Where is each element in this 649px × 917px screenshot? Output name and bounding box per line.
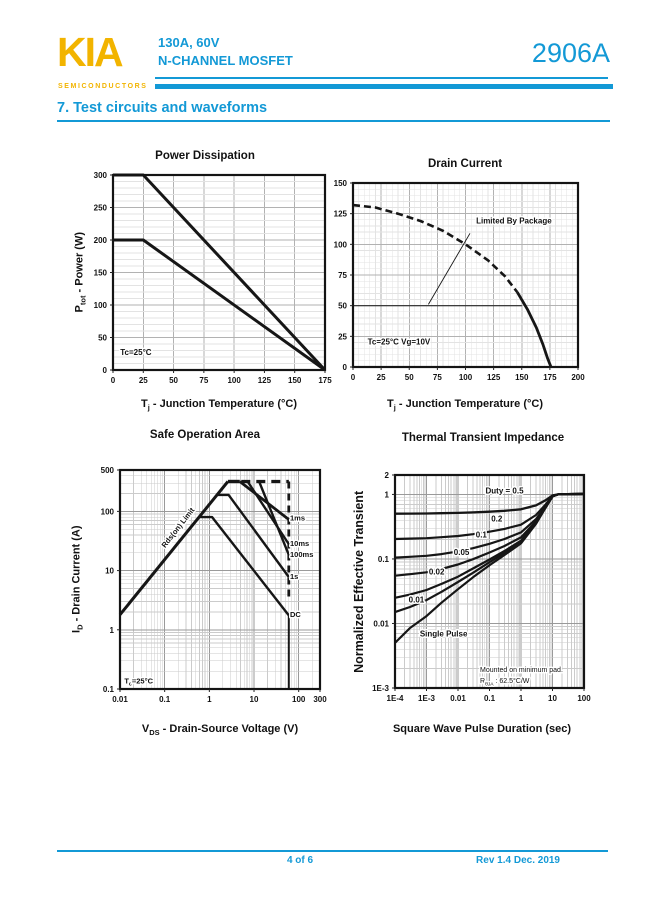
y-tick-label: 25: [338, 332, 347, 342]
x-tick-label: 1: [207, 695, 212, 704]
soa-plot: [80, 460, 348, 713]
y-tick-label: 1E-3: [372, 684, 389, 693]
y-tick-label: 150: [333, 179, 347, 188]
x-tick-label: 175: [543, 373, 557, 382]
thermal-impedance-y-axis-label: Normalized Effective Transient: [352, 490, 367, 673]
power-dissipation-x-axis-label: $T_j$ - Junction Temperature (°C): [140, 398, 298, 413]
x-tick-label: 100: [227, 376, 241, 385]
x-tick-label: 75: [199, 376, 209, 385]
device-type: N-CHANNEL MOSFET: [158, 53, 293, 68]
curve-label: 0.02: [428, 567, 445, 577]
curve-label: $T_c=25^\circ C$: [124, 676, 153, 688]
x-tick-label: 25: [138, 376, 148, 385]
curve-label: $R_{\theta JA}$ : 62.5°C/W: [480, 678, 530, 688]
drain-current-title: Drain Current: [427, 158, 503, 170]
x-tick-label: 1E-4: [386, 694, 404, 703]
curve-label: Rds(on) Limit: [159, 505, 197, 550]
curve-label: Tc=25°C: [120, 348, 152, 358]
curve-label: 1s: [290, 572, 299, 582]
curve-label: 0.2: [491, 514, 503, 524]
x-tick-label: 0.01: [112, 695, 128, 704]
curve-label: 1ms: [290, 513, 306, 523]
curve-label: DC: [290, 609, 301, 619]
footer-rule: [57, 850, 608, 852]
curve-label: 10ms: [290, 539, 310, 549]
page-number: 4 of 6: [286, 855, 314, 866]
kia-logo-subtitle: SEMICONDUCTORS: [58, 83, 148, 90]
device-rating: 130A, 60V: [158, 35, 220, 50]
thermal-impedance-x-axis-label: Square Wave Pulse Duration (sec): [392, 723, 572, 735]
power-dissipation-plot: [73, 165, 353, 394]
y-tick-label: 200: [93, 236, 107, 245]
curve-label: 0.1: [475, 530, 487, 540]
y-tick-label: 250: [93, 203, 107, 213]
curve-label: Tc=25°C Vg=10V: [367, 337, 431, 347]
x-tick-label: 0: [350, 373, 356, 382]
section-title: 7. Test circuits and waveforms: [57, 100, 610, 122]
x-tick-label: 50: [404, 373, 414, 382]
curve-label: Limited By Package: [476, 216, 552, 226]
x-tick-label: 1: [518, 694, 524, 703]
y-tick-label: 300: [93, 171, 107, 180]
kia-logo: KIA: [57, 29, 122, 75]
series-rdson-limit: [120, 482, 228, 615]
drain-current-plot: [313, 173, 606, 391]
x-tick-label: 125: [486, 373, 501, 382]
x-tick-label: 10: [548, 694, 557, 703]
x-tick-label: 150: [515, 373, 529, 382]
curve-label: Duty = 0.5: [485, 486, 524, 496]
y-tick-label: 100: [333, 240, 347, 250]
curve-label: 0.01: [408, 595, 425, 605]
power-dissipation-title: Power Dissipation: [155, 150, 255, 162]
curve-label: Single Pulse: [419, 629, 468, 639]
x-tick-label: 100: [458, 373, 473, 382]
soa-title: Safe Operation Area: [149, 429, 261, 441]
curve-label: Mounted on minimum pad.: [480, 666, 563, 674]
x-tick-label: 125: [257, 376, 272, 385]
y-tick-label: 10: [105, 566, 114, 576]
header-rule-thin: [155, 77, 608, 79]
x-tick-label: 100: [577, 694, 591, 703]
x-tick-label: 175: [318, 376, 332, 385]
x-tick-label: 10: [249, 695, 259, 704]
y-tick-label: 0.1: [102, 685, 114, 694]
header-rule-thick: [155, 84, 613, 89]
part-number: 2906A: [531, 38, 610, 68]
series-id-vs-tj-solid: [517, 292, 551, 367]
x-tick-label: 100: [292, 695, 306, 704]
y-tick-label: 0: [342, 363, 347, 372]
x-tick-label: 0.1: [483, 694, 496, 703]
x-tick-label: 150: [288, 376, 302, 385]
x-tick-label: 25: [376, 373, 386, 382]
y-tick-label: 50: [98, 333, 107, 343]
y-tick-label: 2: [384, 471, 389, 480]
x-tick-label: 200: [571, 373, 585, 382]
x-tick-label: 0: [110, 376, 116, 385]
y-tick-label: 100: [100, 507, 114, 517]
y-tick-label: 150: [93, 268, 107, 278]
curve-label: 100ms: [290, 549, 314, 559]
soa-y-axis-label: $I_D$ - Drain Current (A): [70, 525, 85, 633]
y-tick-label: 500: [100, 466, 114, 475]
y-tick-label: 0: [102, 366, 107, 375]
x-tick-label: 75: [432, 373, 442, 382]
x-tick-label: 300: [313, 695, 327, 704]
x-tick-label: 0.01: [450, 694, 466, 703]
thermal-impedance-title: Thermal Transient Impedance: [401, 432, 565, 444]
drain-current-x-axis-label: $T_j$ - Junction Temperature (°C): [386, 398, 544, 413]
y-tick-label: 1: [384, 490, 389, 500]
y-tick-label: 125: [333, 209, 347, 219]
y-tick-label: 100: [93, 301, 107, 310]
revision-label: Rev 1.4 Dec. 2019: [476, 855, 560, 866]
x-tick-label: 50: [169, 376, 179, 385]
y-tick-label: 50: [338, 301, 347, 311]
y-tick-label: 0.1: [377, 554, 389, 564]
y-tick-label: 1: [109, 625, 114, 635]
y-tick-label: 75: [338, 271, 347, 280]
thermal-impedance-plot: [352, 465, 612, 712]
y-tick-label: 0.01: [373, 619, 389, 629]
power-dissipation-y-axis-label: $P_{tot}$ - Power (W): [73, 231, 88, 313]
curve-label: 0.05: [453, 548, 470, 558]
x-tick-label: 0.1: [159, 695, 171, 704]
x-tick-label: 1E-3: [418, 694, 435, 703]
soa-x-axis-label: $V_{DS}$ - Drain-Source Voltage (V): [141, 723, 299, 738]
